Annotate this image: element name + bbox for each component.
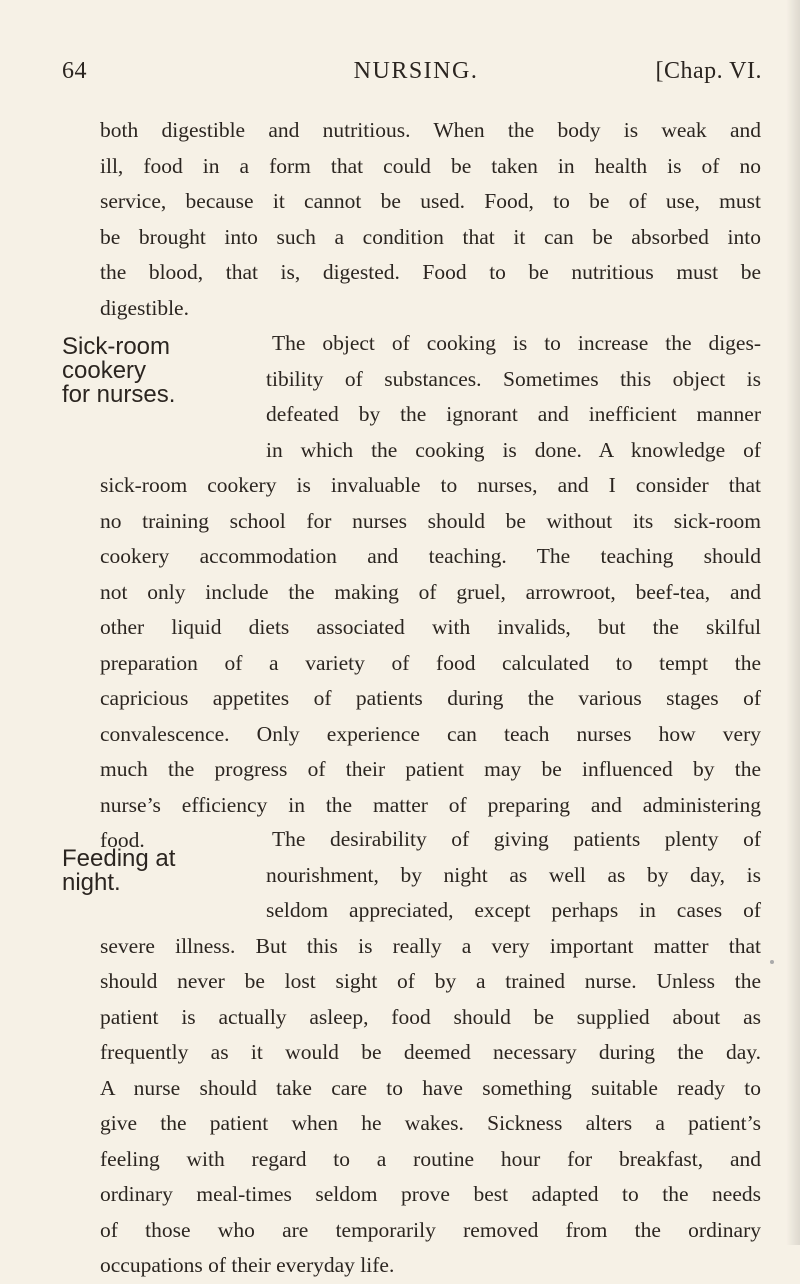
margin-note-line: for nurses. — [62, 381, 176, 408]
text-line: feeling with regard to a routine hour for breakfast, and — [100, 1146, 761, 1171]
text-line: no training school for nurses should be without its sick-room — [100, 508, 761, 533]
text-line: give the patient when he wakes. Sickness alters a patient’s — [100, 1111, 761, 1135]
text-line: nurse’s efficiency in the matter of preparing and administering — [100, 792, 761, 817]
text-line: other liquid diets associated with invalids, but the skilful — [100, 615, 761, 639]
text-line: seldom appreciated, except perhaps in cases of — [266, 898, 761, 922]
text-line: of those who are temporarily removed from the ordinary — [100, 1217, 761, 1242]
paragraph-3 — [100, 822, 761, 1284]
text-line: be brought into such a condition that it can be absorbed into — [100, 224, 761, 249]
text-line: not only include the making of gruel, arrowroot, beef-tea, and — [100, 579, 761, 604]
text-line: food. — [100, 828, 145, 852]
page-number: 64 — [62, 58, 87, 84]
margin-note-line: cookery — [62, 357, 147, 384]
margin-note-line: night. — [62, 869, 121, 896]
text-line: ill, food in a form that could be taken in health is of no — [100, 153, 761, 178]
margin-note-line: Sick-room — [62, 333, 171, 360]
text-line: digestible. — [100, 295, 189, 320]
text-line: ordinary meal-times seldom prove best adapted to the needs — [100, 1182, 761, 1206]
text-line: both digestible and nutritious. When the body is weak and — [100, 118, 761, 142]
paper-speck — [770, 960, 774, 964]
text-line: should never be lost sight of by a trained nurse. Unless the — [100, 969, 761, 993]
text-line: preparation of a variety of food calculated to tempt the — [100, 650, 761, 675]
text-line: nourishment, by night as well as by day, is — [266, 862, 761, 887]
text-line: the blood, that is, digested. Food to be nutritious must be — [100, 260, 761, 284]
text-line: severe illness. But this is really a very important matter that — [100, 933, 761, 958]
page-edge-shadow — [786, 0, 800, 1245]
text-line: occupations of their everyday life. — [100, 1253, 395, 1277]
margin-note-line: Feeding at — [62, 845, 176, 872]
text-line: The object of cooking is to increase the diges- — [272, 331, 761, 355]
text-line: A nurse should take care to have something suitable ready to — [100, 1075, 761, 1100]
text-line: sick-room cookery is invaluable to nurses, and I consider that — [100, 473, 761, 497]
chapter-label: [Chap. VI. — [655, 58, 762, 84]
paragraph-1 — [100, 113, 761, 326]
text-line: capricious appetites of patients during the various stages of — [100, 686, 761, 710]
text-line: tibility of substances. Sometimes this object is — [266, 366, 761, 391]
text-line: much the progress of their patient may be influenced by the — [100, 757, 761, 781]
text-line: defeated by the ignorant and inefficient manner — [266, 402, 761, 426]
running-header — [62, 58, 770, 92]
paragraph-2 — [100, 326, 761, 859]
text-line: cookery accommodation and teaching. The teaching should — [100, 544, 761, 568]
text-line: frequently as it would be deemed necessary during the day. — [100, 1040, 761, 1064]
text-line: patient is actually asleep, food should be supplied about as — [100, 1004, 761, 1029]
running-title: NURSING. — [353, 58, 479, 84]
text-line: service, because it cannot be used. Food, to be of use, must — [100, 189, 761, 213]
text-line: in which the cooking is done. A knowledge of — [266, 437, 761, 462]
text-line: The desirability of giving patients plenty of — [272, 827, 761, 851]
text-line: convalescence. Only experience can teach nurses how very — [100, 721, 761, 746]
